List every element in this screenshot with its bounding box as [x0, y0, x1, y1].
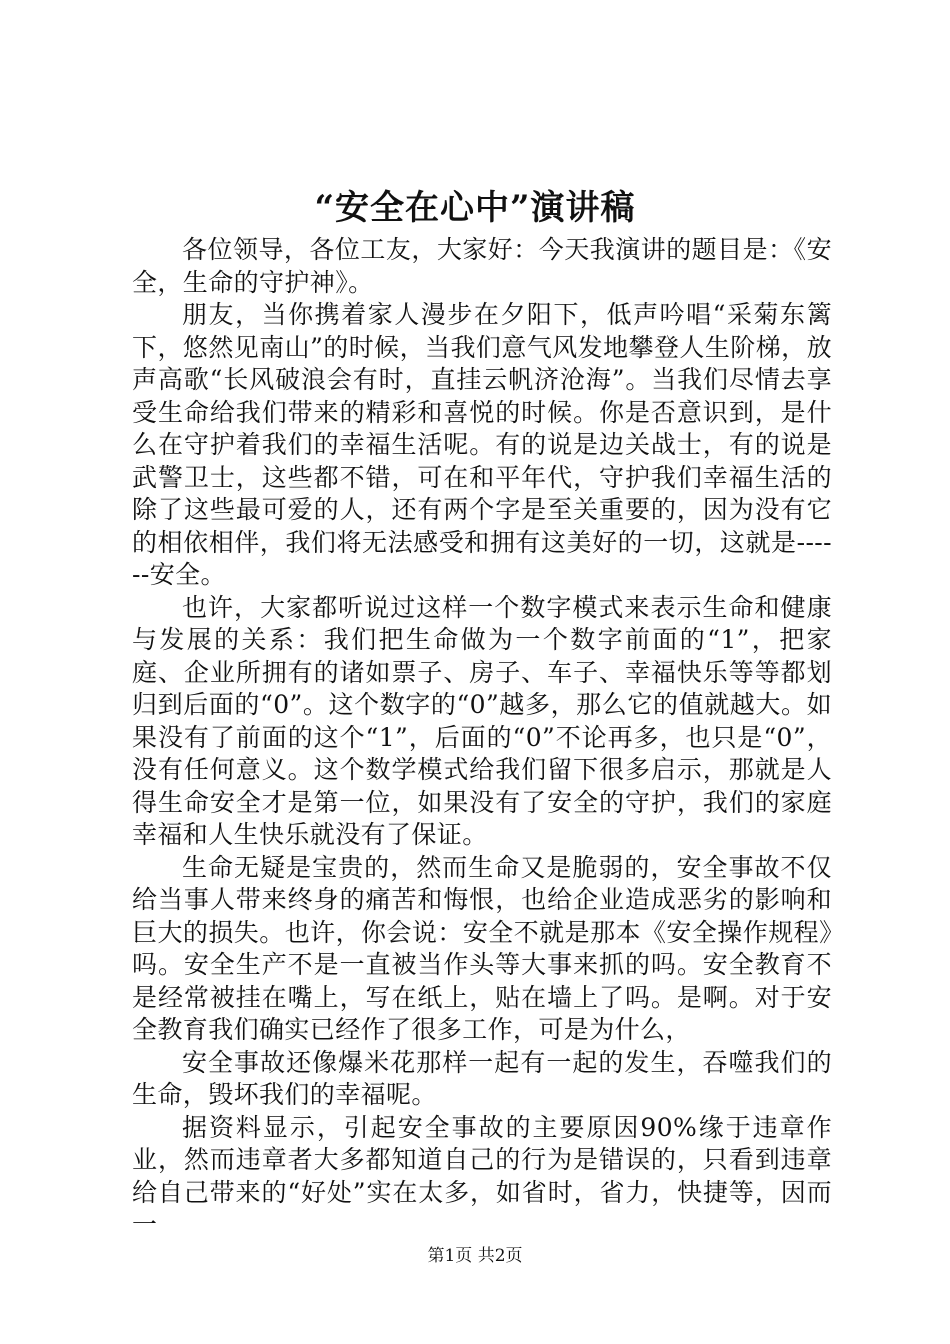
document-title: “安全在心中”演讲稿 — [314, 188, 636, 228]
page-footer: 第1页 共2页 — [427, 1246, 523, 1266]
paragraph-number-model: 也许，大家都听说过这样一个数字模式来表示生命和健康与发展的关系：我们把生命做为一个数字前面的“1”，把家庭、企业所拥有的诸如票子、房子、车子、幸福快乐等等都划归到后面的“0”。这个数字的“0”越多，那么它的值就越大。如果没有了前面的这个“1”，后面的“0”不论再多，也只是“0”，没有任何意义。这个数学模式给我们留下很多启示，那就是人得生命安全才是第一位，如果没有了安全的守护，我们的家庭幸福和人生快乐就没有了保证。 — [132, 592, 832, 849]
paragraph-life-precious: 生命无疑是宝贵的，然而生命又是脆弱的，安全事故不仅给当事人带来终身的痛苦和悔恨，也给企业造成恶劣的影响和巨大的损失。也许，你会说：安全不就是那本《安全操作规程》吗。安全生产不是一直被当作头等大事来抓的吗。安全教育不是经常被挂在嘴上，写在纸上，贴在墙上了吗。是啊。对于安全教育我们确实已经作了很多工作，可是为什么， — [132, 852, 832, 1044]
paragraph-friends: 朋友，当你携着家人漫步在夕阳下，低声吟唱“采菊东篱下，悠然见南山”的时候，当我们意气风发地攀登人生阶梯，放声高歌“长风破浪会有时，直挂云帆济沧海”。当我们尽情去享受生命给我们带来的精彩和喜悦的时候。你是否意识到，是什么在守护着我们的幸福生活呢。有的说是边关战士，有的说是武警卫士，这些都不错，可在和平年代，守护我们幸福生活的除了这些最可爱的人，还有两个字是至关重要的，因为没有它的相依相伴，我们将无法感受和拥有这美好的一切，这就是------安全。 — [132, 300, 832, 589]
document-body — [132, 234, 832, 1242]
paragraph-greeting: 各位领导，各位工友，大家好：今天我演讲的题目是：《安全，生命的守护神》。 — [132, 235, 832, 297]
paragraph-accidents: 安全事故还像爆米花那样一起有一起的发生，吞噬我们的生命，毁坏我们的幸福呢。 — [132, 1047, 832, 1109]
paragraph-statistics: 据资料显示，引起安全事故的主要原因90%缘于违章作业，然而违章者大多都知道自己的行为是错误的，只看到违章给自己带来的“好处”实在太多，如省时，省力，快捷等，因而一 — [132, 1112, 832, 1239]
